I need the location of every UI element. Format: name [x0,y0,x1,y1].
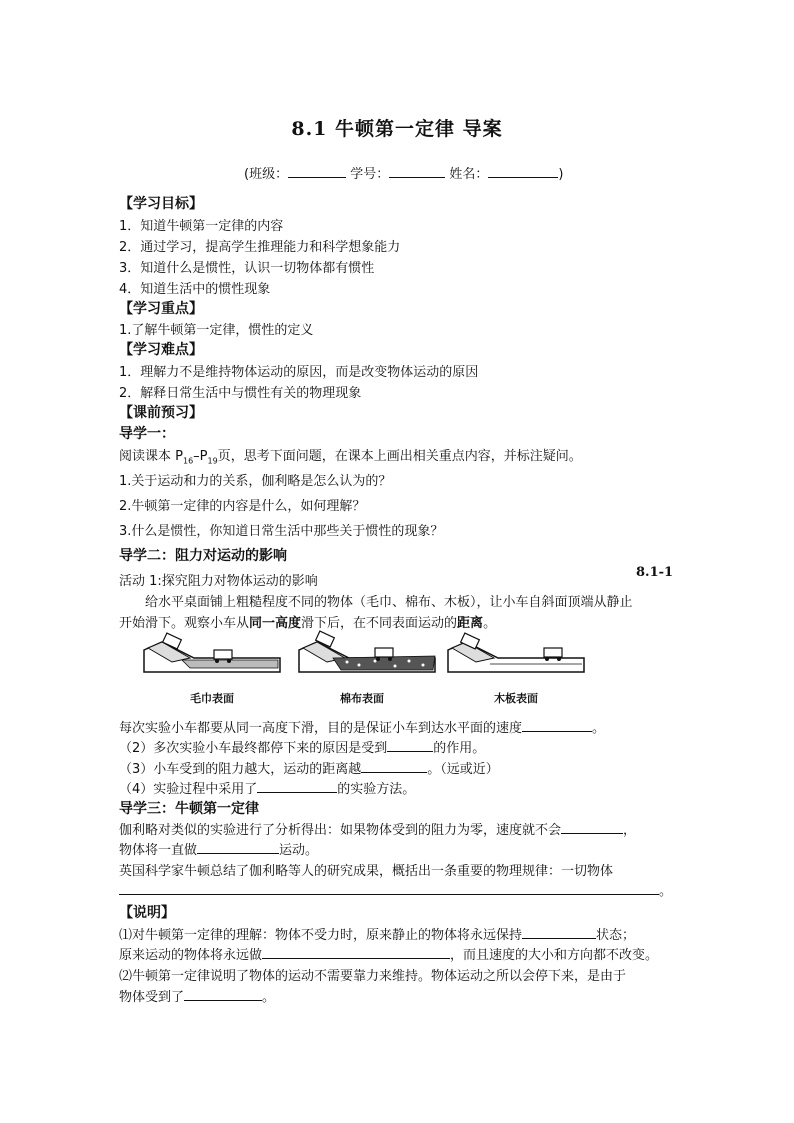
guide2-q1: 每次实验小车都要从同一高度下滑，目的是保证小车到达水平面的速度 。 [119,721,606,736]
cotton-surface-figure [297,628,437,684]
difficulty-header: 【学习难点】 [119,342,203,358]
l2-blank[interactable] [197,841,279,854]
name-label: 姓名： [449,167,489,182]
towel-caption: 毛巾表面 [190,692,234,705]
goal-item: 1．知道牛顿第一定律的内容 [119,219,284,234]
key-header: 【学习重点】 [119,301,203,317]
key-item: 1.了解牛顿第一定律，惯性的定义 [119,323,314,338]
guide3-line2: 物体将一直做 运动。 [119,843,319,858]
guide1-question: 2.牛顿第一定律的内容是什么，如何理解？ [119,499,366,514]
figure-number: 8.1-1 [636,565,674,580]
guide3-line3: 英国科学家牛顿总结了伽利略等人的研究成果，概括出一条重要的物理规律：一切物体 [119,864,614,879]
guide2-header: 导学二：阻力对运动的影响 [119,548,287,564]
guide3-line4: 。 [119,880,672,899]
class-blank[interactable] [288,165,346,178]
goal-item: 2．通过学习，提高学生推理能力和科学想象能力 [119,240,401,255]
towel-surface-figure [142,628,282,684]
law-blank[interactable] [119,882,659,895]
guide2-q2: （2）多次实验小车最终都停下来的原因是受到 的作用。 [119,741,486,756]
guide3-line1: 伽利略对类似的实验进行了分析得出：如果物体受到的阻力为零，速度就不会 ， [119,823,637,838]
q2-blank[interactable] [387,739,433,752]
difficulty-item: 2．解释日常生活中与惯性有关的物理现象 [119,386,362,401]
guide3-header: 导学三：牛顿第一定律 [119,801,259,817]
name-blank[interactable] [488,165,558,178]
l1-blank[interactable] [561,821,623,834]
goals-header: 【学习目标】 [119,196,203,212]
wood-surface-figure [446,628,586,684]
q4-blank[interactable] [257,780,337,793]
guide1-question: 3.什么是惯性，你知道日常生活中那些关于惯性的现象？ [119,524,444,539]
notes-header: 【说明】 [119,905,175,921]
note-line2: 原来运动的物体将永远做 ，而且速度的大小和方向都不改变。 [119,948,659,963]
preview-header: 【课前预习】 [119,405,203,421]
guide1-header: 导学一： [119,426,175,442]
goal-item: 4．知道生活中的惯性现象 [119,282,271,297]
wood-caption: 木板表面 [494,692,538,705]
note-line1: ⑴对牛顿第一定律的理解：物体不受力时，原来静止的物体将永远保持 状态； [119,928,636,943]
class-label: (班级： [244,167,289,182]
goal-item: 3．知道什么是惯性，认识一切物体都有惯性 [119,261,375,276]
q3-blank[interactable] [361,760,427,773]
guide2-q4: （4）实验过程中采用了 的实验方法。 [119,782,416,797]
guide2-q3: （3）小车受到的阻力越大，运动的距离越 。（远或近） [119,762,499,777]
id-label: 学号： [350,167,390,182]
n4-blank[interactable] [184,988,262,1001]
id-blank[interactable] [389,165,445,178]
activity-text-2: 开始滑下。观察小车从同一高度滑下后，在不同表面运动的距离。 [119,616,497,631]
note-line4: 物体受到了 。 [119,990,276,1005]
q1-blank[interactable] [522,719,592,732]
cotton-caption: 棉布表面 [340,692,384,705]
guide1-reading: 阅读课本 $P_{16}-P_{19}$页，思考下面问题，在课本上画出相关重点内容，并标注疑问。 [119,449,582,466]
difficulty-item: 1．理解力不是维持物体运动的原因，而是改变物体运动的原因 [119,365,479,380]
guide1-question: 1.关于运动和力的关系，伽利略是怎么认为的？ [119,474,392,489]
activity-text: 给水平桌面铺上粗糙程度不同的物体（毛巾、棉布、木板），让小车自斜面顶端从静止 [145,595,633,610]
student-info: (班级： 学号： 姓名： ) [244,167,564,182]
note-line3: ⑵牛顿第一定律说明了物体的运动不需要靠力来维持。物体运动之所以会停下来，是由于 [119,969,627,984]
n2-blank[interactable] [262,946,450,959]
n1-blank[interactable] [522,926,596,939]
activity-label: 活动 1:探究阻力对物体运动的影响 [119,574,318,589]
page-title: 8.1 牛顿第一定律 导案 [291,118,503,140]
